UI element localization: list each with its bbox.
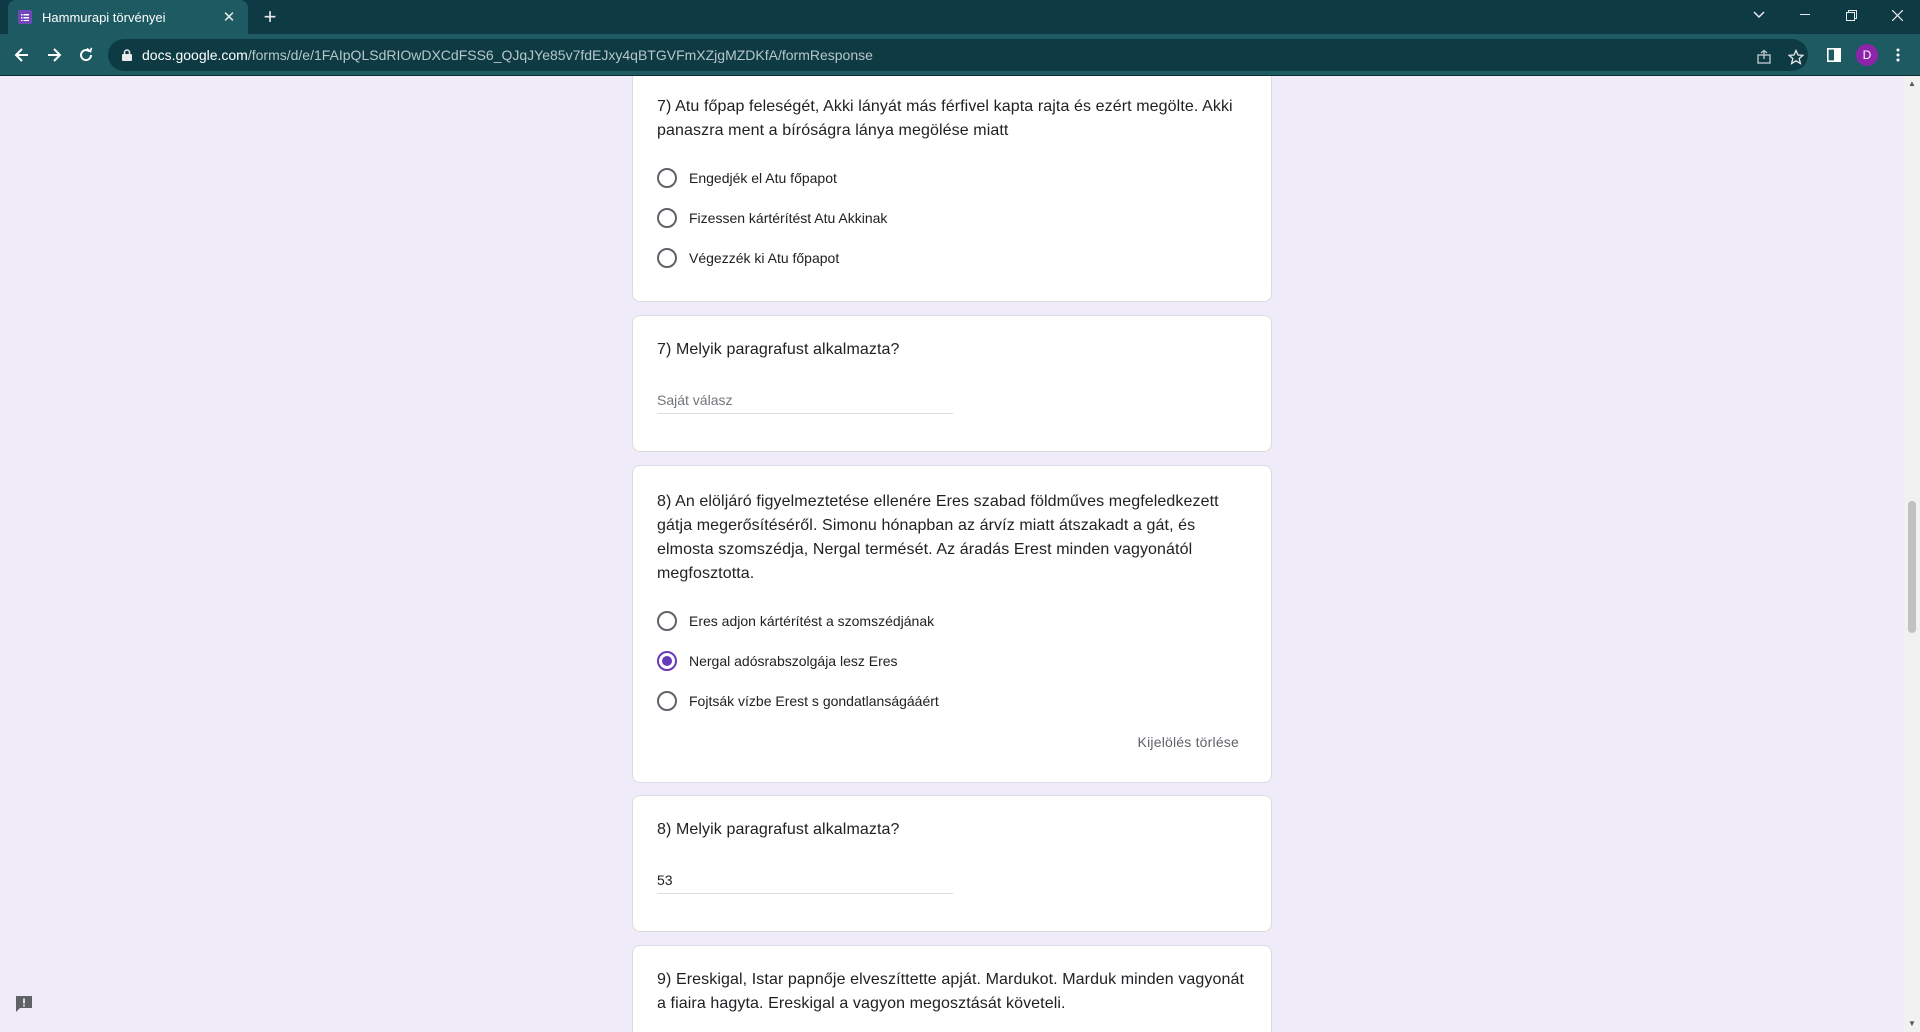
close-window-icon[interactable]	[1874, 0, 1920, 30]
short-answer-input[interactable]	[657, 386, 953, 414]
minimize-icon[interactable]	[1782, 0, 1828, 30]
option-label: Végezzék ki Atu főpapot	[689, 250, 840, 266]
scroll-up-arrow-icon[interactable]: ▲	[1908, 79, 1916, 88]
side-panel-icon[interactable]	[1824, 45, 1844, 65]
tab-title: Hammurapi törvényei	[42, 9, 166, 25]
question-card-7	[632, 76, 1272, 302]
question-text: 7) Atu főpap feleségét, Akki lányát más férfivel kapta rajta és ezért megölte. Akki panaszra ment a bíróságra lánya megölése miatt	[657, 98, 1233, 139]
question-card-7-paragraph	[632, 315, 1272, 452]
new-tab-icon[interactable]: +	[263, 4, 277, 29]
radio-button[interactable]	[657, 208, 677, 228]
radio-button[interactable]	[657, 168, 677, 188]
question-text: 9) Ereskigal, Istar papnője elveszíttette apját. Mardukot. Marduk minden vagyonát a fiaira hagyta. Ereskigal a vagyon megosztását követeli.	[657, 971, 1245, 1012]
question-text: 7) Melyik paragrafust alkalmazta?	[657, 341, 900, 358]
radio-dot	[662, 656, 672, 666]
tab-close-icon[interactable]: ✕	[222, 9, 236, 26]
radio-option[interactable]	[657, 168, 837, 188]
lock-icon[interactable]	[122, 49, 132, 61]
kebab-menu-icon[interactable]	[1888, 45, 1908, 65]
restore-icon[interactable]	[1828, 0, 1874, 30]
question-card-8	[632, 465, 1272, 783]
radio-button[interactable]	[657, 611, 677, 631]
question-text: 8) Melyik paragrafust alkalmazta?	[657, 821, 900, 838]
share-icon[interactable]	[1754, 47, 1774, 67]
form-page	[0, 76, 1904, 1032]
address-bar[interactable]	[108, 39, 1808, 71]
question-card-8-paragraph	[632, 795, 1272, 932]
radio-option-selected[interactable]	[657, 651, 898, 671]
option-label: Fojtsák vízbe Erest s gondatlanságááért	[689, 693, 939, 709]
question-card-9	[632, 945, 1272, 1032]
radio-button-checked[interactable]	[657, 651, 677, 671]
radio-button[interactable]	[657, 248, 677, 268]
scroll-down-arrow-icon[interactable]: ▼	[1908, 1019, 1916, 1028]
profile-avatar[interactable]: D	[1856, 44, 1878, 66]
question-text: 8) An elöljáró figyelmeztetése ellenére Eres szabad földműves megfeledkezett gátja megerősítéséről. Simonu hónapban az árvíz miatt átszakadt a gát, és elmosta szomszédja, Nergal termését. Az áradás Erest minden vagyonától megfosztotta.	[657, 493, 1219, 582]
option-label: Eres adjon kártérítést a szomszédjának	[689, 613, 935, 629]
tab-strip	[0, 0, 1920, 34]
google-forms-icon	[18, 10, 32, 24]
radio-option[interactable]	[657, 691, 939, 711]
forward-arrow-icon[interactable]	[42, 43, 66, 67]
radio-option[interactable]	[657, 208, 887, 228]
radio-option[interactable]	[657, 248, 839, 268]
radio-option[interactable]	[657, 611, 934, 631]
option-label: Nergal adósrabszolgája lesz Eres	[689, 653, 898, 669]
radio-button[interactable]	[657, 691, 677, 711]
browser-tab[interactable]	[8, 0, 248, 34]
back-arrow-icon[interactable]	[10, 43, 34, 67]
option-label: Engedjék el Atu főpapot	[689, 170, 837, 186]
clear-selection-button[interactable]: Kijelölés törlése	[1137, 734, 1239, 750]
scrollbar-thumb[interactable]	[1908, 501, 1916, 633]
url-text	[142, 47, 873, 63]
option-label: Fizessen kártérítést Atu Akkinak	[689, 210, 888, 226]
url-path: /forms/d/e/1FAIpQLSdRIOwDXCdFSS6_QJqJYe85v7fdEJxy4qBTGVFmXZjgMZDKfA/formResponse	[247, 47, 873, 63]
feedback-icon[interactable]	[14, 994, 34, 1014]
reload-icon[interactable]	[74, 43, 98, 67]
browser-toolbar	[0, 34, 1920, 76]
page-scrollbar[interactable]	[1904, 76, 1920, 1032]
tab-search-chevron-icon[interactable]	[1736, 0, 1782, 30]
bookmark-star-icon[interactable]	[1786, 47, 1806, 67]
url-host: docs.google.com	[142, 47, 248, 63]
short-answer-input[interactable]	[657, 866, 953, 894]
